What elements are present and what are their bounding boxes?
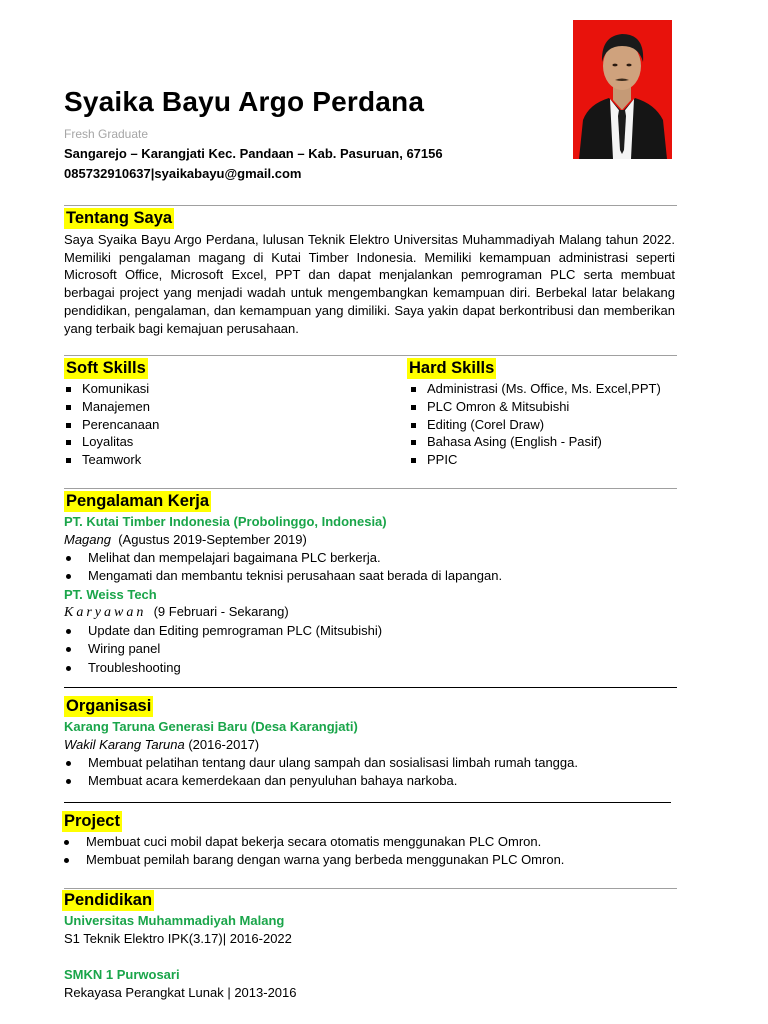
job-role-line bbox=[64, 532, 307, 547]
section-divider bbox=[64, 802, 671, 803]
list-item: Update dan Editing pemrograman PLC (Mitsubishi) bbox=[64, 622, 382, 640]
job-role: Karyawan bbox=[64, 605, 147, 620]
list-item: Teamwork bbox=[64, 451, 159, 469]
job-company: PT. Kutai Timber Indonesia (Probolinggo, Indonesia) bbox=[64, 514, 387, 529]
soft-skills-heading: Soft Skills bbox=[66, 359, 146, 377]
list-item: Troubleshooting bbox=[64, 659, 382, 677]
about-heading: Tentang Saya bbox=[66, 209, 173, 227]
soft-skills-list bbox=[64, 380, 159, 469]
section-divider bbox=[64, 687, 677, 688]
list-item: PPIC bbox=[409, 451, 661, 469]
organization-period: (2016-2017) bbox=[188, 737, 260, 752]
school-name: SMKN 1 Purwosari bbox=[64, 967, 180, 982]
candidate-address: Sangarejo – Karangjati Kec. Pandaan – Kab. Pasuruan, 67156 bbox=[64, 146, 443, 161]
candidate-name: Syaika Bayu Argo Perdana bbox=[64, 86, 425, 117]
section-divider bbox=[64, 488, 677, 489]
candidate-contact: 085732910637|syaikabayu@gmail.com bbox=[64, 166, 302, 181]
job-company: PT. Weiss Tech bbox=[64, 587, 157, 602]
list-item: Mengamati dan membantu teknisi perusahaan saat berada di lapangan. bbox=[64, 567, 502, 585]
list-item: Perencanaan bbox=[64, 416, 159, 434]
organization-role-line bbox=[64, 737, 259, 752]
job-period: (Agustus 2019-September 2019) bbox=[118, 532, 307, 547]
list-item: Manajemen bbox=[64, 398, 159, 416]
organization-role: Wakil Karang Taruna bbox=[64, 737, 185, 752]
organization-heading: Organisasi bbox=[66, 697, 152, 715]
list-item: Bahasa Asing (English - Pasif) bbox=[409, 433, 661, 451]
list-item: Membuat acara kemerdekaan dan penyuluhan bahaya narkoba. bbox=[64, 772, 578, 790]
hard-skills-heading: Hard Skills bbox=[409, 359, 495, 377]
profile-photo-drawing bbox=[573, 20, 672, 159]
school-detail: S1 Teknik Elektro IPK(3.17)| 2016-2022 bbox=[64, 931, 292, 946]
list-item: Membuat cuci mobil dapat bekerja secara otomatis menggunakan PLC Omron. bbox=[62, 833, 564, 851]
job-role: Magang bbox=[64, 532, 111, 547]
job-duties-list bbox=[64, 622, 382, 677]
profile-photo bbox=[573, 20, 672, 159]
experience-heading: Pengalaman Kerja bbox=[66, 492, 210, 510]
list-item: Melihat dan mempelajari bagaimana PLC berkerja. bbox=[64, 549, 502, 567]
list-item: Administrasi (Ms. Office, Ms. Excel,PPT) bbox=[409, 380, 661, 398]
section-divider bbox=[64, 355, 677, 356]
section-divider bbox=[64, 205, 677, 206]
list-item: PLC Omron & Mitsubishi bbox=[409, 398, 661, 416]
list-item: Wiring panel bbox=[64, 640, 382, 658]
list-item: Editing (Corel Draw) bbox=[409, 416, 661, 434]
list-item: Loyalitas bbox=[64, 433, 159, 451]
job-duties-list bbox=[64, 549, 502, 586]
job-role-line bbox=[64, 604, 289, 621]
project-heading: Project bbox=[64, 812, 120, 830]
project-list bbox=[62, 833, 564, 870]
section-divider bbox=[64, 888, 677, 889]
organization-activities-list bbox=[64, 754, 578, 791]
list-item: Membuat pemilah barang dengan warna yang berbeda menggunakan PLC Omron. bbox=[62, 851, 564, 869]
list-item: Komunikasi bbox=[64, 380, 159, 398]
about-text: Saya Syaika Bayu Argo Perdana, lulusan Teknik Elektro Universitas Muhammadiyah Malang tahun 2022. Memiliki pengalaman magang di Kutai Timber Indonesia. Memiliki kemampuan administrasi seperti Microsoft Office, Microsoft Excel, PPT dan dapat menjalankan pemrograman PLC serta membuat berbagai project yang menjadi wadah untuk mengembangkan kemampuan diri. Berbekal latar belakang pendidikan, pengalaman, dan kemampuan yang dimiliki. Saya yakin dapat berkontribusi dan memberikan yang terbaik bagi kemajuan perusahaan. bbox=[64, 232, 675, 336]
list-item: Membuat pelatihan tentang daur ulang sampah dan sosialisasi limbah rumah tangga. bbox=[64, 754, 578, 772]
education-heading: Pendidikan bbox=[64, 891, 153, 909]
organization-name: Karang Taruna Generasi Baru (Desa Karangjati) bbox=[64, 719, 358, 734]
hard-skills-list bbox=[409, 380, 661, 469]
school-name: Universitas Muhammadiyah Malang bbox=[64, 913, 285, 928]
candidate-subtitle: Fresh Graduate bbox=[64, 127, 149, 141]
school-detail: Rekayasa Perangkat Lunak | 2013-2016 bbox=[64, 985, 297, 1000]
job-period: (9 Februari - Sekarang) bbox=[153, 604, 289, 619]
